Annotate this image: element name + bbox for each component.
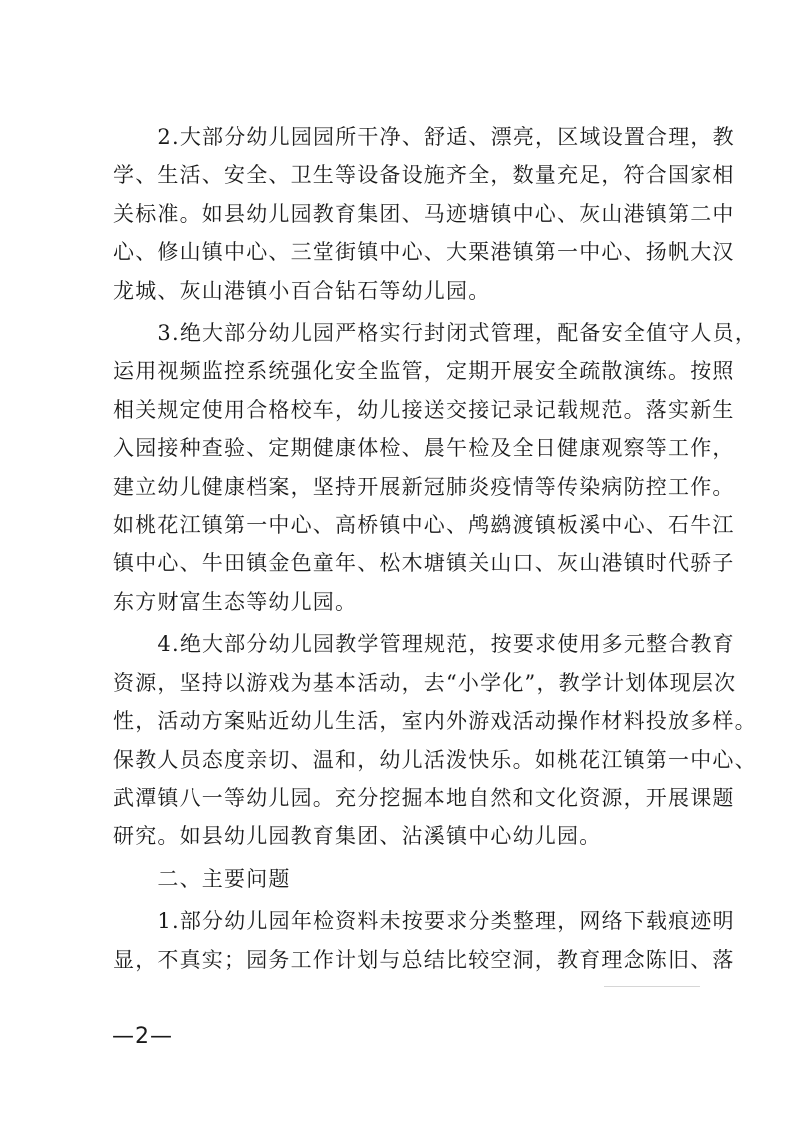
text-line: 显，不真实；园务工作计划与总结比较空洞，教育理念陈旧、落 [113,947,735,972]
text-line: 建立幼儿健康档案，坚持开展新冠肺炎疫情等传染病防控工作。 [113,474,735,499]
text-line: 关标准。如县幼儿园教育集团、马迹塘镇中心、灰山港镇第二中 [113,201,735,226]
text-line: 镇中心、牛田镇金色童年、松木塘镇关山口、灰山港镇时代骄子 [113,551,735,576]
text-line: 相关规定使用合格校车，幼儿接送交接记录记载规范。落实新生 [113,397,735,422]
paragraph-problem-1 [113,902,735,979]
text-line: 东方财富生态等幼儿园。 [113,589,358,614]
text-line: 心、修山镇中心、三堂街镇中心、大栗港镇第一中心、扬帆大汉 [113,240,735,265]
text-line: 入园接种查验、定期健康体检、晨午检及全日健康观察等工作， [113,436,735,461]
text-line: 如桃花江镇第一中心、高桥镇中心、鸬鹚渡镇板溪中心、石牛江 [113,513,735,538]
text-line: 资源，坚持以游戏为基本活动，去“小学化”，教学计划体现层次 [113,670,737,695]
paragraph-item-2 [113,118,735,310]
paragraph-item-4 [113,625,757,855]
text-line: 性，活动方案贴近幼儿生活，室内外游戏活动操作材料投放多样。 [113,709,757,734]
text-line: 武潭镇八一等幼儿园。充分挖掘本地自然和文化资源，开展课题 [113,785,735,810]
text-line: 学、生活、安全、卫生等设备设施齐全，数量充足，符合国家相 [113,163,735,188]
text-line: 研究。如县幼儿园教育集团、沾溪镇中心幼儿园。 [113,824,602,849]
paragraph-item-3 [113,314,758,621]
body-text [113,118,758,983]
page-number: —2— [112,1024,173,1049]
footer-divider [604,986,700,987]
text-line: 2.大部分幼儿园园所干净、舒适、漂亮，区域设置合理，教 [113,125,735,149]
text-line: 1.部分幼儿园年检资料未按要求分类整理，网络下载痕迹明 [113,909,735,934]
text-line: 龙城、灰山港镇小百合钻石等幼儿园。 [113,278,491,303]
text-line: 4.绝大部分幼儿园教学管理规范，按要求使用多元整合教育 [113,632,735,657]
text-line: 运用视频监控系统强化安全监管，定期开展安全疏散演练。按照 [113,359,735,384]
section-heading: 二、主要问题 [113,866,291,891]
text-line: 保教人员态度亲切、温和，幼儿活泼快乐。如桃花江镇第一中心、 [113,747,757,772]
text-line: 3.绝大部分幼儿园严格实行封闭式管理，配备安全值守人员， [113,321,758,346]
